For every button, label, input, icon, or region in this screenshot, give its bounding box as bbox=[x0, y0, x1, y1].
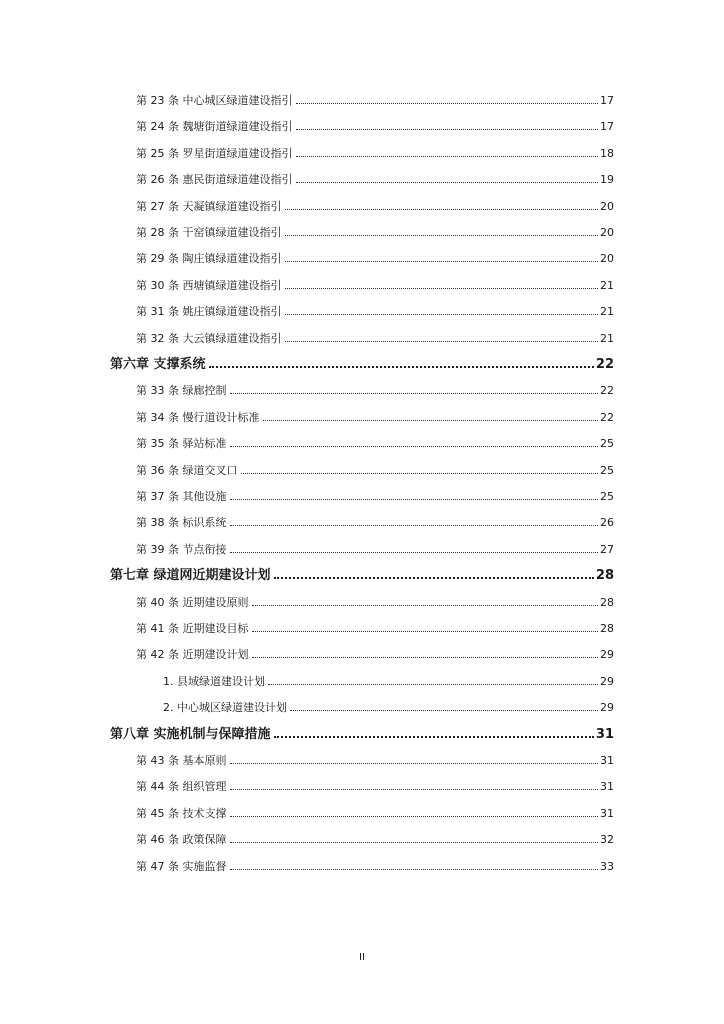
toc-entry-page-number: 17 bbox=[600, 94, 614, 107]
toc-entry-label: 第 32 条 大云镇绿道建设指引 bbox=[136, 331, 282, 345]
toc-entry-page-number: 25 bbox=[600, 463, 614, 477]
toc-article-entry[interactable] bbox=[136, 854, 614, 874]
toc-entry-page-number: 25 bbox=[600, 490, 614, 503]
toc-article-entry[interactable] bbox=[136, 827, 614, 847]
toc-entry-page-number: 31 bbox=[600, 754, 614, 767]
dot-leader bbox=[230, 445, 599, 447]
toc-article-entry[interactable] bbox=[136, 167, 614, 187]
toc-entry-label: 第 31 条 姚庄镇绿道建设指引 bbox=[136, 305, 282, 319]
toc-entry-page-number: 20 bbox=[600, 252, 614, 266]
toc-entry-page-number: 27 bbox=[600, 542, 614, 556]
dot-leader bbox=[285, 287, 599, 289]
toc-entry-page-number: 20 bbox=[600, 226, 614, 239]
dot-leader bbox=[230, 524, 599, 526]
toc-entry-label: 第 37 条 其他设施 bbox=[136, 490, 227, 503]
toc-entry-label: 第六章 支撑系统 bbox=[110, 357, 206, 372]
toc-entry-page-number: 29 bbox=[600, 648, 614, 662]
toc-entry-page-number: 22 bbox=[600, 384, 614, 398]
toc-article-entry[interactable] bbox=[136, 537, 614, 557]
toc-article-entry[interactable] bbox=[136, 88, 614, 108]
dot-leader bbox=[296, 181, 599, 183]
toc-entry-label: 第 25 条 罗星街道绿道建设指引 bbox=[136, 146, 293, 160]
toc-entry-page-number: 22 bbox=[600, 410, 614, 424]
toc-entry-page-number: 32 bbox=[600, 833, 614, 847]
toc-chapter-entry[interactable] bbox=[110, 563, 614, 583]
toc-article-entry[interactable] bbox=[136, 801, 614, 821]
dot-leader bbox=[274, 576, 594, 579]
page-number: II bbox=[359, 952, 365, 963]
toc-entry-page-number: 33 bbox=[600, 859, 614, 873]
dot-leader bbox=[230, 762, 599, 764]
toc-entry-label: 第 38 条 标识系统 bbox=[136, 516, 227, 530]
toc-entry-page-number: 19 bbox=[600, 173, 614, 187]
toc-entry-page-number: 29 bbox=[600, 701, 614, 715]
toc-entry-label: 第 41 条 近期建设目标 bbox=[136, 622, 249, 635]
toc-entry-label: 第 35 条 驿站标准 bbox=[136, 437, 227, 451]
dot-leader bbox=[252, 656, 599, 658]
toc-entry-page-number: 28 bbox=[600, 595, 614, 609]
toc-article-entry[interactable] bbox=[136, 141, 614, 161]
toc-entry-page-number: 28 bbox=[600, 622, 614, 635]
dot-leader bbox=[296, 102, 599, 104]
dot-leader bbox=[296, 128, 599, 130]
toc-entry-page-number: 26 bbox=[600, 516, 614, 530]
toc-article-entry[interactable] bbox=[136, 405, 614, 425]
dot-leader bbox=[230, 498, 599, 500]
dot-leader bbox=[241, 472, 599, 474]
toc-entry-label: 第 23 条 中心城区绿道建设指引 bbox=[136, 94, 293, 107]
toc-entry-label: 第 29 条 陶庄镇绿道建设指引 bbox=[136, 252, 282, 266]
toc-entry-label: 1. 县域绿道建设计划 bbox=[163, 674, 265, 688]
toc-article-entry[interactable] bbox=[136, 642, 614, 662]
toc-entry-label: 第 36 条 绿道交叉口 bbox=[136, 463, 238, 477]
dot-leader bbox=[230, 815, 599, 817]
toc-article-entry[interactable] bbox=[136, 484, 614, 504]
toc-article-entry[interactable] bbox=[136, 378, 614, 398]
dot-leader bbox=[230, 551, 599, 553]
toc-article-entry[interactable] bbox=[136, 220, 614, 240]
dot-leader bbox=[290, 709, 598, 711]
toc-entry-page-number: 31 bbox=[600, 780, 614, 794]
toc-entry-label: 第 28 条 干窑镇绿道建设指引 bbox=[136, 226, 282, 239]
toc-entry-page-number: 18 bbox=[600, 146, 614, 160]
toc-chapter-entry[interactable] bbox=[110, 722, 614, 742]
toc-article-entry[interactable] bbox=[136, 246, 614, 266]
toc-entry-label: 第七章 绿道网近期建设计划 bbox=[110, 568, 271, 584]
dot-leader bbox=[209, 365, 594, 368]
dot-leader bbox=[230, 788, 599, 790]
toc-entry-label: 第 27 条 天凝镇绿道建设指引 bbox=[136, 199, 282, 213]
toc-entry-label: 第 44 条 组织管理 bbox=[136, 780, 227, 794]
toc-entry-label: 第 26 条 惠民街道绿道建设指引 bbox=[136, 173, 293, 187]
toc-article-entry[interactable] bbox=[136, 748, 614, 768]
dot-leader bbox=[230, 868, 599, 870]
toc-entry-page-number: 28 bbox=[595, 568, 614, 584]
dot-leader bbox=[274, 735, 594, 738]
toc-article-entry[interactable] bbox=[136, 590, 614, 610]
toc-entry-page-number: 31 bbox=[600, 806, 614, 820]
toc-entry-page-number: 17 bbox=[600, 120, 614, 134]
toc-subentry[interactable] bbox=[163, 669, 614, 689]
dot-leader bbox=[230, 392, 599, 394]
toc-entry-page-number: 31 bbox=[595, 726, 614, 742]
toc-entry-label: 第 47 条 实施监督 bbox=[136, 859, 227, 873]
toc-entry-page-number: 25 bbox=[600, 437, 614, 451]
toc-entry-label: 第 43 条 基本原则 bbox=[136, 754, 227, 767]
dot-leader bbox=[285, 260, 599, 262]
dot-leader bbox=[230, 841, 599, 843]
toc-article-entry[interactable] bbox=[136, 299, 614, 319]
toc-entry-page-number: 29 bbox=[600, 674, 614, 688]
toc-entry-label: 第 33 条 绿廊控制 bbox=[136, 384, 227, 398]
toc-entry-label: 2. 中心城区绿道建设计划 bbox=[163, 701, 287, 715]
dot-leader bbox=[296, 155, 599, 157]
dot-leader bbox=[252, 604, 599, 606]
toc-entry-page-number: 21 bbox=[600, 278, 614, 292]
toc-article-entry[interactable] bbox=[136, 431, 614, 451]
toc-article-entry[interactable] bbox=[136, 326, 614, 346]
toc-article-entry[interactable] bbox=[136, 273, 614, 293]
dot-leader bbox=[285, 208, 599, 210]
toc-article-entry[interactable] bbox=[136, 774, 614, 794]
toc-entry-page-number: 21 bbox=[600, 305, 614, 319]
toc-article-entry[interactable] bbox=[136, 458, 614, 478]
toc-entry-label: 第 34 条 慢行道设计标准 bbox=[136, 410, 260, 424]
dot-leader bbox=[252, 630, 599, 632]
toc-entry-page-number: 22 bbox=[595, 357, 614, 372]
toc-entry-label: 第 46 条 政策保障 bbox=[136, 833, 227, 847]
toc-entry-label: 第 40 条 近期建设原则 bbox=[136, 595, 249, 609]
toc-entry-label: 第 39 条 节点衔接 bbox=[136, 542, 227, 556]
toc-chapter-entry[interactable] bbox=[110, 352, 614, 372]
toc-entry-page-number: 21 bbox=[600, 331, 614, 345]
toc-entry-label: 第八章 实施机制与保障措施 bbox=[110, 726, 271, 742]
toc-entry-label: 第 42 条 近期建设计划 bbox=[136, 648, 249, 662]
dot-leader bbox=[285, 313, 599, 315]
dot-leader bbox=[285, 340, 599, 342]
toc-entry-page-number: 20 bbox=[600, 199, 614, 213]
toc-article-entry[interactable] bbox=[136, 616, 614, 636]
dot-leader bbox=[263, 419, 599, 421]
toc-entry-label: 第 45 条 技术支撑 bbox=[136, 806, 227, 820]
toc-article-entry[interactable] bbox=[136, 510, 614, 530]
toc-subentry[interactable] bbox=[163, 695, 614, 715]
toc-entry-label: 第 30 条 西塘镇绿道建设指引 bbox=[136, 278, 282, 292]
dot-leader bbox=[285, 234, 599, 236]
toc-entry-label: 第 24 条 魏塘街道绿道建设指引 bbox=[136, 120, 293, 134]
toc-article-entry[interactable] bbox=[136, 194, 614, 214]
dot-leader bbox=[268, 683, 598, 685]
toc-article-entry[interactable] bbox=[136, 114, 614, 134]
